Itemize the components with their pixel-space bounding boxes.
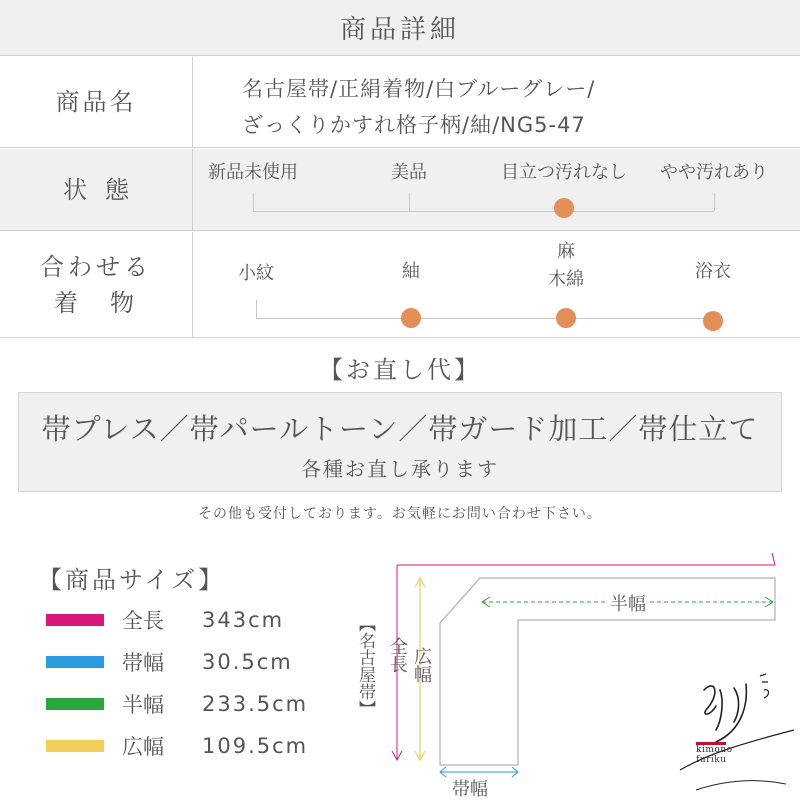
condition-row — [0, 149, 800, 231]
size-swatch-total-length — [46, 614, 104, 626]
size-label: 半幅 — [122, 693, 164, 717]
condition-label: 状態 — [0, 149, 193, 230]
size-value: 109.5cm — [202, 734, 309, 758]
condition-level-no-stains: 目立つ汚れなし — [501, 162, 627, 183]
condition-level-new: 新品未使用 — [208, 162, 298, 183]
size-item-wide-width — [46, 731, 308, 761]
contact-note: その他も受付しております。お気軽にお問い合わせ下さい。 — [198, 506, 602, 522]
product-name-label: 商品名 — [0, 57, 193, 147]
match-dot-asa-momen — [556, 308, 576, 328]
match-tick — [256, 300, 257, 318]
size-value: 343cm — [202, 608, 285, 632]
page-title: 商品詳細 — [339, 15, 460, 45]
match-dot-yukata — [703, 311, 723, 331]
logo-script-mark — [676, 660, 800, 800]
match-kimono-scale — [194, 232, 800, 337]
match-item-tsumugi: 紬 — [402, 261, 420, 282]
match-kimono-row — [0, 232, 800, 338]
repair-title: 【お直し代】 — [319, 356, 481, 384]
repair-box — [18, 392, 782, 492]
match-label-line-2: 着 物 — [54, 288, 138, 317]
size-value: 30.5cm — [202, 650, 293, 674]
condition-level-slight-stains: やや汚れあり — [660, 162, 768, 183]
logo-brand-line-1: kimono — [696, 745, 733, 755]
size-label: 全長 — [122, 609, 164, 633]
condition-tick — [253, 193, 254, 211]
product-name-value — [194, 57, 800, 147]
match-kimono-label — [0, 232, 193, 337]
match-dot-tsumugi — [401, 308, 421, 328]
logo-brand-line-2: furiku — [696, 755, 727, 765]
size-swatch-wide-width — [46, 740, 104, 752]
diagram-obi-width-label: 帯幅 — [452, 779, 488, 800]
diagram-half-label: 半幅 — [606, 590, 650, 616]
match-item-momen: 木綿 — [548, 269, 584, 290]
size-item-half-width — [46, 689, 308, 719]
match-item-asa: 麻 — [557, 241, 575, 262]
match-item-yukata: 浴衣 — [695, 261, 731, 282]
condition-scale-line — [253, 211, 714, 212]
diagram-type-label: 【名古屋帯】 — [355, 615, 375, 717]
product-name-row — [0, 57, 800, 148]
size-item-obi-width — [46, 647, 293, 677]
condition-tick — [714, 193, 715, 211]
size-title: 【商品サイズ】 — [38, 566, 226, 594]
condition-level-excellent: 美品 — [391, 162, 427, 183]
size-label: 広幅 — [122, 735, 164, 759]
repair-subtitle: 各種お直し承ります — [301, 457, 499, 481]
size-swatch-half-width — [46, 698, 104, 710]
match-scale-line — [256, 318, 713, 319]
size-swatch-obi-width — [46, 656, 104, 668]
kimono-furiku-logo — [676, 660, 800, 800]
size-label: 帯幅 — [122, 651, 164, 675]
diagram-wide-label: 広幅 — [411, 647, 432, 683]
condition-tick — [409, 193, 410, 211]
product-name-line-2: ざっくりかすれ格子柄/紬/NG5-47 — [242, 113, 586, 137]
match-label-line-1: 合わせる — [40, 252, 152, 281]
diagram-length-label: 全長 — [387, 637, 408, 673]
condition-scale — [194, 149, 800, 230]
condition-selected-dot — [554, 198, 574, 218]
product-name-line-1: 名古屋帯/正絹着物/白ブルーグレー/ — [242, 77, 596, 101]
match-item-komon: 小紋 — [238, 263, 274, 284]
size-value: 233.5cm — [202, 692, 309, 716]
repair-services: 帯プレス／帯パールトーン／帯ガード加工／帯仕立て — [41, 412, 759, 446]
section-title — [0, 0, 800, 56]
size-item-total-length — [46, 605, 284, 635]
logo-brand-text — [696, 745, 733, 765]
